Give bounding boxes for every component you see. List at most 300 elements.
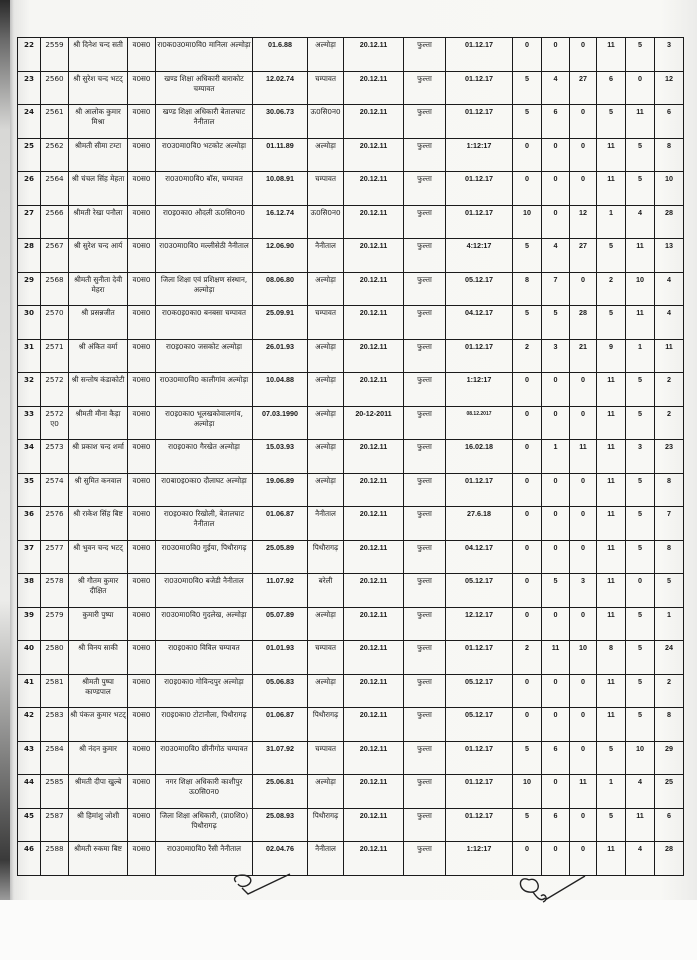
serial-number-cell: 30 <box>18 306 41 340</box>
posting-school-cell: रा0उ0मा0वि0 भटकोट अल्मोड़ा <box>156 138 253 172</box>
service-count-cell: 0 <box>570 540 597 574</box>
employee-name-cell: श्रीमती दीपा खुल्बे <box>69 775 128 809</box>
serial-number-cell: 22 <box>18 38 41 72</box>
promotion-joining-date-cell: 01.12.17 <box>446 71 513 105</box>
service-count-cell: 5 <box>626 641 655 675</box>
appointment-mode-cell: फुल्ता <box>404 38 446 72</box>
table-row <box>18 808 684 842</box>
employee-name-cell: श्रीमती रुकमा बिष्ट <box>69 842 128 876</box>
date-of-birth-cell: 07.03.1990 <box>253 406 308 440</box>
post-name-cell: व0स0 <box>128 440 156 474</box>
service-count-cell: 1 <box>542 440 570 474</box>
table-row <box>18 406 684 440</box>
service-count-cell: 27 <box>570 71 597 105</box>
date-of-birth-cell: 30.06.73 <box>253 105 308 139</box>
post-name-cell: व0स0 <box>128 842 156 876</box>
first-joining-date-cell: 20.12.11 <box>344 775 404 809</box>
appointment-mode-cell: फुल्ता <box>404 406 446 440</box>
employee-name-cell: श्री सन्तोष कंडाकोटी <box>69 373 128 407</box>
seniority-code-cell: 2561 <box>41 105 69 139</box>
home-district-cell: नैनीताल <box>308 239 344 273</box>
home-district-cell: अल्मोड़ा <box>308 339 344 373</box>
service-count-cell: 0 <box>570 406 597 440</box>
service-count-cell: 0 <box>626 574 655 608</box>
first-joining-date-cell: 20.12.11 <box>344 842 404 876</box>
service-count-cell: 5 <box>626 473 655 507</box>
post-name-cell: व0स0 <box>128 172 156 206</box>
service-count-cell: 11 <box>597 708 626 742</box>
service-count-cell: 4 <box>542 239 570 273</box>
service-count-cell: 0 <box>542 406 570 440</box>
service-count-cell: 5 <box>626 38 655 72</box>
table-row <box>18 105 684 139</box>
service-count-cell: 0 <box>542 373 570 407</box>
service-count-cell: 8 <box>513 272 542 306</box>
promotion-joining-date-cell: 01.12.17 <box>446 172 513 206</box>
employee-name-cell: कुमारी पुष्पा <box>69 607 128 641</box>
table-body <box>18 38 684 876</box>
seniority-code-cell: 2579 <box>41 607 69 641</box>
service-count-cell: 28 <box>570 306 597 340</box>
promotion-joining-date-cell: 01.12.17 <box>446 775 513 809</box>
post-name-cell: व0स0 <box>128 105 156 139</box>
home-district-cell: पिथौरागढ़ <box>308 708 344 742</box>
table-row <box>18 373 684 407</box>
date-of-birth-cell: 02.04.76 <box>253 842 308 876</box>
service-count-cell: 6 <box>655 105 684 139</box>
service-count-cell: 0 <box>542 205 570 239</box>
promotion-joining-date-cell: 08.12.2017 <box>446 406 513 440</box>
posting-school-cell: रा0बा0इ0का0 दौलाघट अल्मोड़ा <box>156 473 253 507</box>
service-count-cell: 0 <box>513 507 542 541</box>
seniority-code-cell: 2566 <box>41 205 69 239</box>
post-name-cell: व0स0 <box>128 205 156 239</box>
home-district-cell: चम्पावत <box>308 306 344 340</box>
serial-number-cell: 31 <box>18 339 41 373</box>
promotion-joining-date-cell: 1:12:17 <box>446 138 513 172</box>
promotion-joining-date-cell: 01.12.17 <box>446 473 513 507</box>
service-count-cell: 8 <box>655 540 684 574</box>
seniority-code-cell: 2574 <box>41 473 69 507</box>
service-count-cell: 8 <box>655 473 684 507</box>
serial-number-cell: 25 <box>18 138 41 172</box>
date-of-birth-cell: 12.02.74 <box>253 71 308 105</box>
home-district-cell: चम्पावत <box>308 172 344 206</box>
date-of-birth-cell: 19.06.89 <box>253 473 308 507</box>
promotion-joining-date-cell: 01.12.17 <box>446 741 513 775</box>
service-count-cell: 0 <box>542 507 570 541</box>
service-count-cell: 13 <box>655 239 684 273</box>
promotion-joining-date-cell: 05.12.17 <box>446 574 513 608</box>
table-row <box>18 138 684 172</box>
posting-school-cell: रा0उ0मा0वि0 मल्लीसेठी नैनीताल <box>156 239 253 273</box>
serial-number-cell: 26 <box>18 172 41 206</box>
service-count-cell: 1 <box>655 607 684 641</box>
seniority-code-cell: 2583 <box>41 708 69 742</box>
home-district-cell: अल्मोड़ा <box>308 373 344 407</box>
service-count-cell: 0 <box>542 138 570 172</box>
service-count-cell: 5 <box>513 306 542 340</box>
service-count-cell: 0 <box>513 574 542 608</box>
seniority-code-cell: 2581 <box>41 674 69 708</box>
date-of-birth-cell: 05.07.89 <box>253 607 308 641</box>
employee-name-cell: श्री दिनेश चन्द सती <box>69 38 128 72</box>
serial-number-cell: 41 <box>18 674 41 708</box>
table-row <box>18 272 684 306</box>
service-count-cell: 12 <box>570 205 597 239</box>
promotion-joining-date-cell: 12.12.17 <box>446 607 513 641</box>
posting-school-cell: रा0इ0का0 गैरखेत अल्मोड़ा <box>156 440 253 474</box>
promotion-joining-date-cell: 1:12:17 <box>446 842 513 876</box>
seniority-register-table <box>17 37 684 876</box>
post-name-cell: व0स0 <box>128 239 156 273</box>
service-count-cell: 10 <box>655 172 684 206</box>
service-count-cell: 27 <box>570 239 597 273</box>
service-count-cell: 9 <box>597 339 626 373</box>
service-count-cell: 5 <box>513 105 542 139</box>
promotion-joining-date-cell: 05.12.17 <box>446 272 513 306</box>
service-count-cell: 23 <box>655 440 684 474</box>
posting-school-cell: जिला शिक्षा एवं प्रशिक्षण संस्थान, अल्मोड़ा <box>156 272 253 306</box>
date-of-birth-cell: 05.06.83 <box>253 674 308 708</box>
seniority-code-cell: 2570 <box>41 306 69 340</box>
service-count-cell: 5 <box>597 105 626 139</box>
appointment-mode-cell: फुल्ता <box>404 674 446 708</box>
service-count-cell: 5 <box>655 574 684 608</box>
posting-school-cell: रा0इ0का0 विविल चम्पावत <box>156 641 253 675</box>
date-of-birth-cell: 31.07.92 <box>253 741 308 775</box>
serial-number-cell: 46 <box>18 842 41 876</box>
service-count-cell: 12 <box>655 71 684 105</box>
date-of-birth-cell: 01.6.88 <box>253 38 308 72</box>
service-count-cell: 3 <box>626 440 655 474</box>
service-count-cell: 0 <box>513 138 542 172</box>
employee-name-cell: श्री प्रकाश चन्द शर्मा <box>69 440 128 474</box>
service-count-cell: 11 <box>597 373 626 407</box>
service-count-cell: 10 <box>626 741 655 775</box>
posting-school-cell: रा0उ0मा0वि0 गुदलेख, अल्मोड़ा <box>156 607 253 641</box>
employee-name-cell: श्रीमती मीना कैड़ा <box>69 406 128 440</box>
home-district-cell: ऊ0सि0न0 <box>308 105 344 139</box>
employee-name-cell: श्री चंचल सिंह मेहता <box>69 172 128 206</box>
service-count-cell: 11 <box>597 473 626 507</box>
serial-number-cell: 38 <box>18 574 41 608</box>
date-of-birth-cell: 25.08.93 <box>253 808 308 842</box>
post-name-cell: व0स0 <box>128 306 156 340</box>
date-of-birth-cell: 12.06.90 <box>253 239 308 273</box>
service-count-cell: 11 <box>626 306 655 340</box>
post-name-cell: व0स0 <box>128 38 156 72</box>
service-count-cell: 11 <box>626 105 655 139</box>
promotion-joining-date-cell: 05.12.17 <box>446 708 513 742</box>
table-row <box>18 708 684 742</box>
post-name-cell: व0स0 <box>128 741 156 775</box>
service-count-cell: 5 <box>626 708 655 742</box>
appointment-mode-cell: फुल्ता <box>404 473 446 507</box>
first-joining-date-cell: 20.12.11 <box>344 205 404 239</box>
table-row <box>18 205 684 239</box>
posting-school-cell: रा0उ0मा0वि0 कालीगांव अल्मोड़ा <box>156 373 253 407</box>
service-count-cell: 0 <box>513 674 542 708</box>
signature-mark-left <box>228 872 298 902</box>
post-name-cell: व0स0 <box>128 708 156 742</box>
service-count-cell: 11 <box>597 406 626 440</box>
seniority-code-cell: 2577 <box>41 540 69 574</box>
seniority-code-cell: 2571 <box>41 339 69 373</box>
home-district-cell: अल्मोड़ा <box>308 406 344 440</box>
serial-number-cell: 37 <box>18 540 41 574</box>
service-count-cell: 0 <box>542 172 570 206</box>
service-count-cell: 11 <box>597 38 626 72</box>
service-count-cell: 2 <box>655 674 684 708</box>
service-count-cell: 0 <box>570 741 597 775</box>
seniority-code-cell: 2568 <box>41 272 69 306</box>
promotion-joining-date-cell: 27.6.18 <box>446 507 513 541</box>
service-count-cell: 0 <box>542 842 570 876</box>
service-count-cell: 7 <box>655 507 684 541</box>
first-joining-date-cell: 20.12.11 <box>344 808 404 842</box>
appointment-mode-cell: फुल्ता <box>404 641 446 675</box>
post-name-cell: व0स0 <box>128 674 156 708</box>
service-count-cell: 0 <box>570 842 597 876</box>
employee-name-cell: श्री विनय साकी <box>69 641 128 675</box>
appointment-mode-cell: फुल्ता <box>404 105 446 139</box>
service-count-cell: 0 <box>542 674 570 708</box>
date-of-birth-cell: 16.12.74 <box>253 205 308 239</box>
date-of-birth-cell: 10.04.88 <box>253 373 308 407</box>
posting-school-cell: रा0इ0का0 जसकोट अल्मोड़ा <box>156 339 253 373</box>
appointment-mode-cell: फुल्ता <box>404 540 446 574</box>
service-count-cell: 5 <box>626 406 655 440</box>
date-of-birth-cell: 15.03.93 <box>253 440 308 474</box>
post-name-cell: व0स0 <box>128 607 156 641</box>
service-count-cell: 11 <box>597 540 626 574</box>
post-name-cell: व0स0 <box>128 641 156 675</box>
service-count-cell: 11 <box>597 440 626 474</box>
service-count-cell: 11 <box>542 641 570 675</box>
service-count-cell: 1 <box>626 339 655 373</box>
posting-school-cell: रा0क0इ0का0 बनबसा चम्पावत <box>156 306 253 340</box>
table-row <box>18 473 684 507</box>
service-count-cell: 0 <box>542 540 570 574</box>
service-count-cell: 0 <box>570 674 597 708</box>
serial-number-cell: 32 <box>18 373 41 407</box>
service-count-cell: 28 <box>655 842 684 876</box>
service-count-cell: 0 <box>570 105 597 139</box>
service-count-cell: 29 <box>655 741 684 775</box>
promotion-joining-date-cell: 04.12.17 <box>446 540 513 574</box>
date-of-birth-cell: 01.11.89 <box>253 138 308 172</box>
service-count-cell: 8 <box>655 138 684 172</box>
promotion-joining-date-cell: 01.12.17 <box>446 105 513 139</box>
table-row <box>18 741 684 775</box>
date-of-birth-cell: 25.06.81 <box>253 775 308 809</box>
serial-number-cell: 36 <box>18 507 41 541</box>
service-count-cell: 0 <box>542 708 570 742</box>
post-name-cell: व0स0 <box>128 808 156 842</box>
service-count-cell: 4 <box>626 775 655 809</box>
employee-name-cell: श्री सुमित कनवाल <box>69 473 128 507</box>
first-joining-date-cell: 20.12.11 <box>344 339 404 373</box>
service-count-cell: 2 <box>513 339 542 373</box>
seniority-code-cell: 2572 <box>41 373 69 407</box>
service-count-cell: 0 <box>570 708 597 742</box>
service-count-cell: 0 <box>542 775 570 809</box>
service-count-cell: 5 <box>597 306 626 340</box>
first-joining-date-cell: 20.12.11 <box>344 641 404 675</box>
home-district-cell: अल्मोड़ा <box>308 473 344 507</box>
service-count-cell: 4 <box>542 71 570 105</box>
first-joining-date-cell: 20.12.11 <box>344 306 404 340</box>
seniority-code-cell: 2562 <box>41 138 69 172</box>
table-row <box>18 306 684 340</box>
service-count-cell: 0 <box>570 808 597 842</box>
seniority-code-cell: 2576 <box>41 507 69 541</box>
service-count-cell: 4 <box>655 272 684 306</box>
service-count-cell: 3 <box>655 38 684 72</box>
service-count-cell: 6 <box>542 105 570 139</box>
date-of-birth-cell: 01.01.93 <box>253 641 308 675</box>
table-row <box>18 172 684 206</box>
service-count-cell: 5 <box>626 138 655 172</box>
service-count-cell: 0 <box>626 71 655 105</box>
table-row <box>18 775 684 809</box>
serial-number-cell: 28 <box>18 239 41 273</box>
post-name-cell: व0स0 <box>128 339 156 373</box>
home-district-cell: अल्मोड़ा <box>308 38 344 72</box>
table-row <box>18 71 684 105</box>
service-count-cell: 5 <box>626 172 655 206</box>
service-count-cell: 11 <box>626 239 655 273</box>
seniority-code-cell: 2588 <box>41 842 69 876</box>
service-count-cell: 8 <box>655 708 684 742</box>
service-count-cell: 10 <box>626 272 655 306</box>
serial-number-cell: 44 <box>18 775 41 809</box>
service-count-cell: 2 <box>655 406 684 440</box>
service-count-cell: 0 <box>570 272 597 306</box>
date-of-birth-cell: 11.07.92 <box>253 574 308 608</box>
promotion-joining-date-cell: 04.12.17 <box>446 306 513 340</box>
serial-number-cell: 29 <box>18 272 41 306</box>
posting-school-cell: खण्ड शिक्षा अधिकारी बेतालघाट नैनीताल <box>156 105 253 139</box>
service-count-cell: 5 <box>513 71 542 105</box>
service-count-cell: 0 <box>513 373 542 407</box>
service-count-cell: 0 <box>513 406 542 440</box>
serial-number-cell: 33 <box>18 406 41 440</box>
employee-name-cell: श्री प्रसन्नजीत <box>69 306 128 340</box>
service-count-cell: 5 <box>626 674 655 708</box>
posting-school-cell: रा0इ0का0 भूलखकोवालगांव, अल्मोड़ा <box>156 406 253 440</box>
promotion-joining-date-cell: 01.12.17 <box>446 38 513 72</box>
service-count-cell: 0 <box>513 440 542 474</box>
service-count-cell: 4 <box>655 306 684 340</box>
service-count-cell: 5 <box>626 373 655 407</box>
home-district-cell: बरेली <box>308 574 344 608</box>
posting-school-cell: रा0क0उ0मा0वि0 मानिला अल्मोड़ा <box>156 38 253 72</box>
service-count-cell: 5 <box>626 507 655 541</box>
first-joining-date-cell: 20.12.11 <box>344 239 404 273</box>
first-joining-date-cell: 20.12.11 <box>344 373 404 407</box>
posting-school-cell: रा0उ0मा0वि0 बजेडी नैनीताल <box>156 574 253 608</box>
posting-school-cell: रा0उ0मा0वि0 छीनीगोठ चम्पावत <box>156 741 253 775</box>
seniority-code-cell: 2567 <box>41 239 69 273</box>
home-district-cell: अल्मोड़ा <box>308 674 344 708</box>
first-joining-date-cell: 20.12.11 <box>344 741 404 775</box>
service-count-cell: 0 <box>542 473 570 507</box>
promotion-joining-date-cell: 4:12:17 <box>446 239 513 273</box>
service-count-cell: 25 <box>655 775 684 809</box>
home-district-cell: पिथौरागढ़ <box>308 808 344 842</box>
post-name-cell: व0स0 <box>128 71 156 105</box>
date-of-birth-cell: 26.01.93 <box>253 339 308 373</box>
posting-school-cell: जिला शिक्षा अधिकारी, (प्रा0शि0) पिथौरागढ़ <box>156 808 253 842</box>
table-row <box>18 339 684 373</box>
employee-name-cell: श्रीमती सुनीता देवी मेहरा <box>69 272 128 306</box>
first-joining-date-cell: 20-12-2011 <box>344 406 404 440</box>
appointment-mode-cell: फुल्ता <box>404 607 446 641</box>
employee-name-cell: श्री अंकित वर्मा <box>69 339 128 373</box>
seniority-code-cell: 2572 ए0 <box>41 406 69 440</box>
service-count-cell: 10 <box>513 775 542 809</box>
date-of-birth-cell: 01.06.87 <box>253 507 308 541</box>
service-count-cell: 0 <box>570 507 597 541</box>
employee-name-cell: श्रीमती सीमा टम्टा <box>69 138 128 172</box>
service-count-cell: 0 <box>542 607 570 641</box>
first-joining-date-cell: 20.12.11 <box>344 138 404 172</box>
serial-number-cell: 39 <box>18 607 41 641</box>
promotion-joining-date-cell: 01.12.17 <box>446 205 513 239</box>
home-district-cell: चम्पावत <box>308 641 344 675</box>
post-name-cell: व0स0 <box>128 574 156 608</box>
first-joining-date-cell: 20.12.11 <box>344 272 404 306</box>
seniority-code-cell: 2580 <box>41 641 69 675</box>
promotion-joining-date-cell: 16.02.18 <box>446 440 513 474</box>
service-count-cell: 1 <box>597 205 626 239</box>
service-count-cell: 0 <box>570 473 597 507</box>
service-count-cell: 5 <box>513 741 542 775</box>
appointment-mode-cell: फुल्ता <box>404 172 446 206</box>
posting-school-cell: नगर शिक्षा अधिकारी काशीपुर ऊ0सि0न0 <box>156 775 253 809</box>
serial-number-cell: 45 <box>18 808 41 842</box>
appointment-mode-cell: फुल्ता <box>404 440 446 474</box>
service-count-cell: 21 <box>570 339 597 373</box>
service-count-cell: 11 <box>597 674 626 708</box>
serial-number-cell: 24 <box>18 105 41 139</box>
seniority-code-cell: 2578 <box>41 574 69 608</box>
service-count-cell: 5 <box>513 808 542 842</box>
table-row <box>18 574 684 608</box>
employee-name-cell: श्री सुरेश चन्द भटट् <box>69 71 128 105</box>
first-joining-date-cell: 20.12.11 <box>344 473 404 507</box>
table-row <box>18 674 684 708</box>
post-name-cell: व0स0 <box>128 507 156 541</box>
service-count-cell: 11 <box>597 842 626 876</box>
post-name-cell: व0स0 <box>128 473 156 507</box>
seniority-code-cell: 2585 <box>41 775 69 809</box>
seniority-code-cell: 2584 <box>41 741 69 775</box>
page-bottom-margin <box>0 900 697 960</box>
service-count-cell: 6 <box>655 808 684 842</box>
home-district-cell: अल्मोड़ा <box>308 775 344 809</box>
employee-name-cell: श्रीमती रेखा पनौला <box>69 205 128 239</box>
employee-name-cell: श्री नंदन कुमार <box>69 741 128 775</box>
posting-school-cell: खण्ड शिक्षा अधिकारी बाराकोट चम्पावत <box>156 71 253 105</box>
serial-number-cell: 34 <box>18 440 41 474</box>
service-count-cell: 0 <box>513 842 542 876</box>
employee-name-cell: श्री हिमांशु जोशी <box>69 808 128 842</box>
first-joining-date-cell: 20.12.11 <box>344 440 404 474</box>
first-joining-date-cell: 20.12.11 <box>344 38 404 72</box>
